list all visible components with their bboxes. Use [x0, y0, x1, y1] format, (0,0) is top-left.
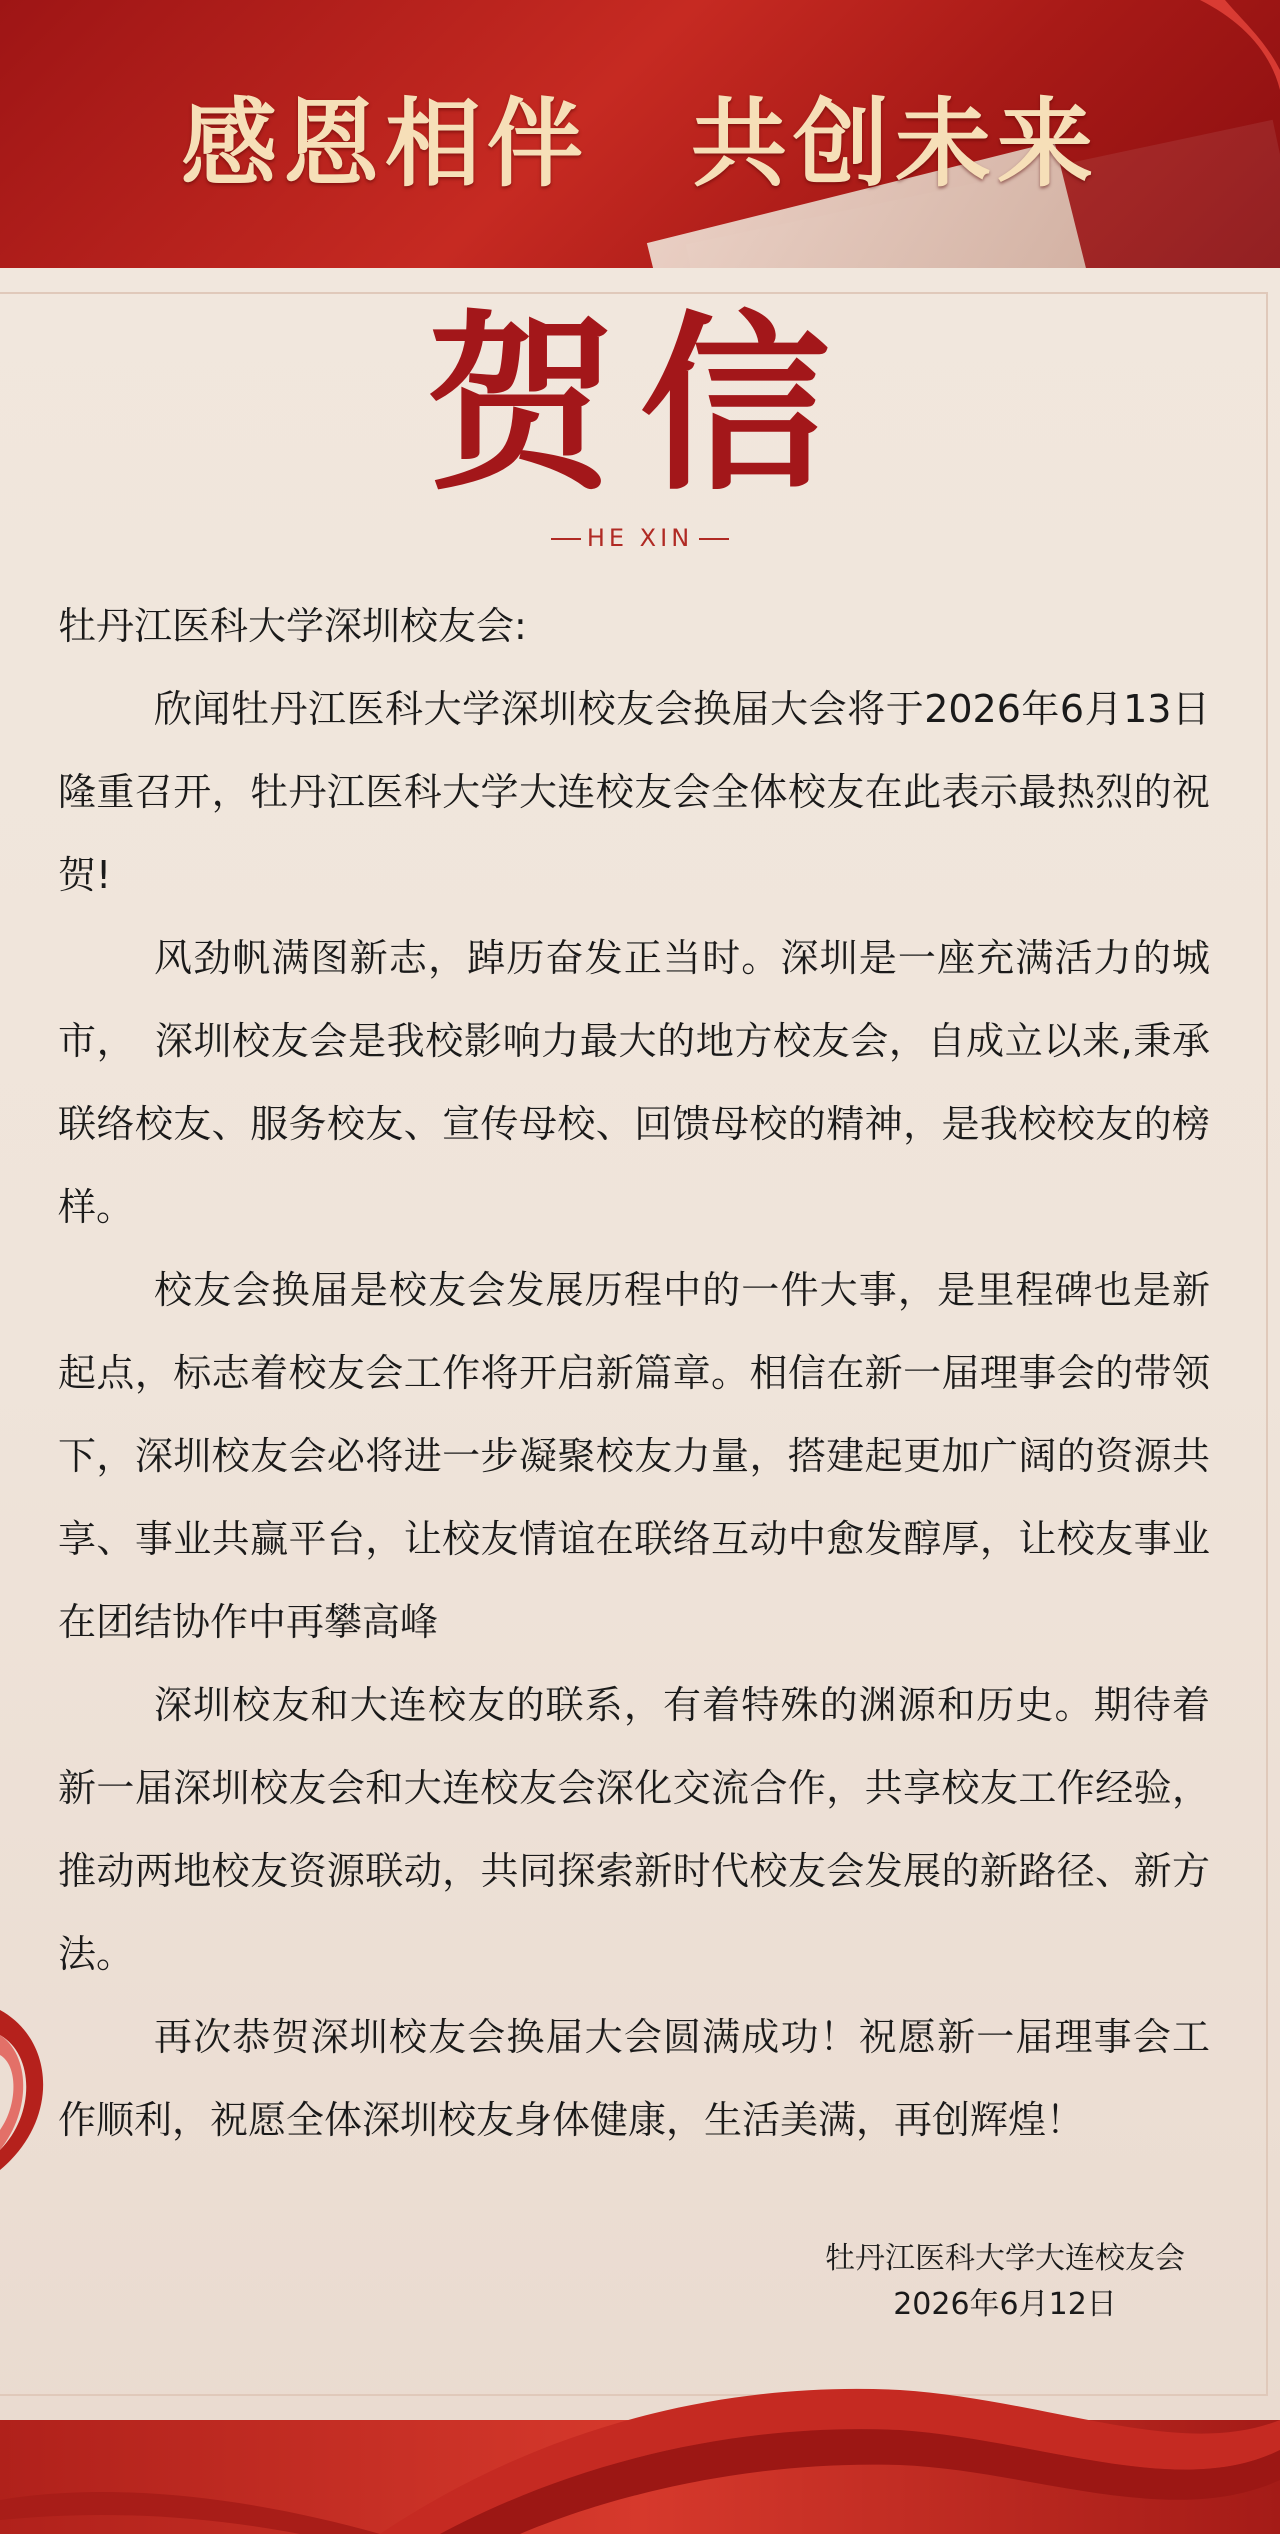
- paragraph-4: 深圳校友和大连校友的联系，有着特殊的渊源和历史。期待着新一届深圳校友会和大连校友会深化交流合作，共享校友工作经验，推动两地校友资源联动，共同探索新时代校友会发展的新路径、新方法。: [58, 1683, 1210, 1976]
- salutation: 牡丹江医科大学深圳校友会:: [58, 604, 527, 648]
- top-banner: [0, 0, 1280, 270]
- subtitle-left-dash: [551, 538, 581, 540]
- paragraph-2: 风劲帆满图新志，踔历奋发正当时。深圳是一座充满活力的城市， 深圳校友会是我校影响力最大的地方校友会，自成立以来,秉承联络校友、服务校友、宣传母校、回馈母校的精神，是我校校友的榜样。: [58, 936, 1210, 1229]
- letter-body: [58, 585, 1210, 2162]
- bottom-band: [0, 2420, 1280, 2534]
- letter-subtitle-row: [0, 524, 1280, 552]
- signature-date: 2026年6月12日: [893, 2287, 1117, 2322]
- paragraph-1: 欣闻牡丹江医科大学深圳校友会换届大会将于2026年6月13日隆重召开，牡丹江医科大学大连校友会全体校友在此表示最热烈的祝贺!: [58, 687, 1210, 897]
- banner-title: 感恩相伴 共创未来: [181, 87, 1099, 200]
- signature-block: [780, 2236, 1230, 2328]
- paragraph-5: 再次恭贺深圳校友会换届大会圆满成功！祝愿新一届理事会工作顺利，祝愿全体深圳校友身体健康，生活美满，再创辉煌！: [58, 2015, 1210, 2142]
- signature-organization: 牡丹江医科大学大连校友会: [825, 2241, 1185, 2276]
- letter-title: 贺信: [425, 293, 854, 516]
- subtitle-right-dash: [699, 538, 729, 540]
- letter-subtitle: HE XIN: [586, 524, 694, 552]
- paragraph-3: 校友会换届是校友会发展历程中的一件大事，是里程碑也是新起点，标志着校友会工作将开启新篇章。相信在新一届理事会的带领下，深圳校友会必将进一步凝聚校友力量，搭建起更加广阔的资源共享、事业共赢平台，让校友情谊在联络互动中愈发醇厚，让校友事业在团结协作中再攀高峰: [58, 1268, 1210, 1644]
